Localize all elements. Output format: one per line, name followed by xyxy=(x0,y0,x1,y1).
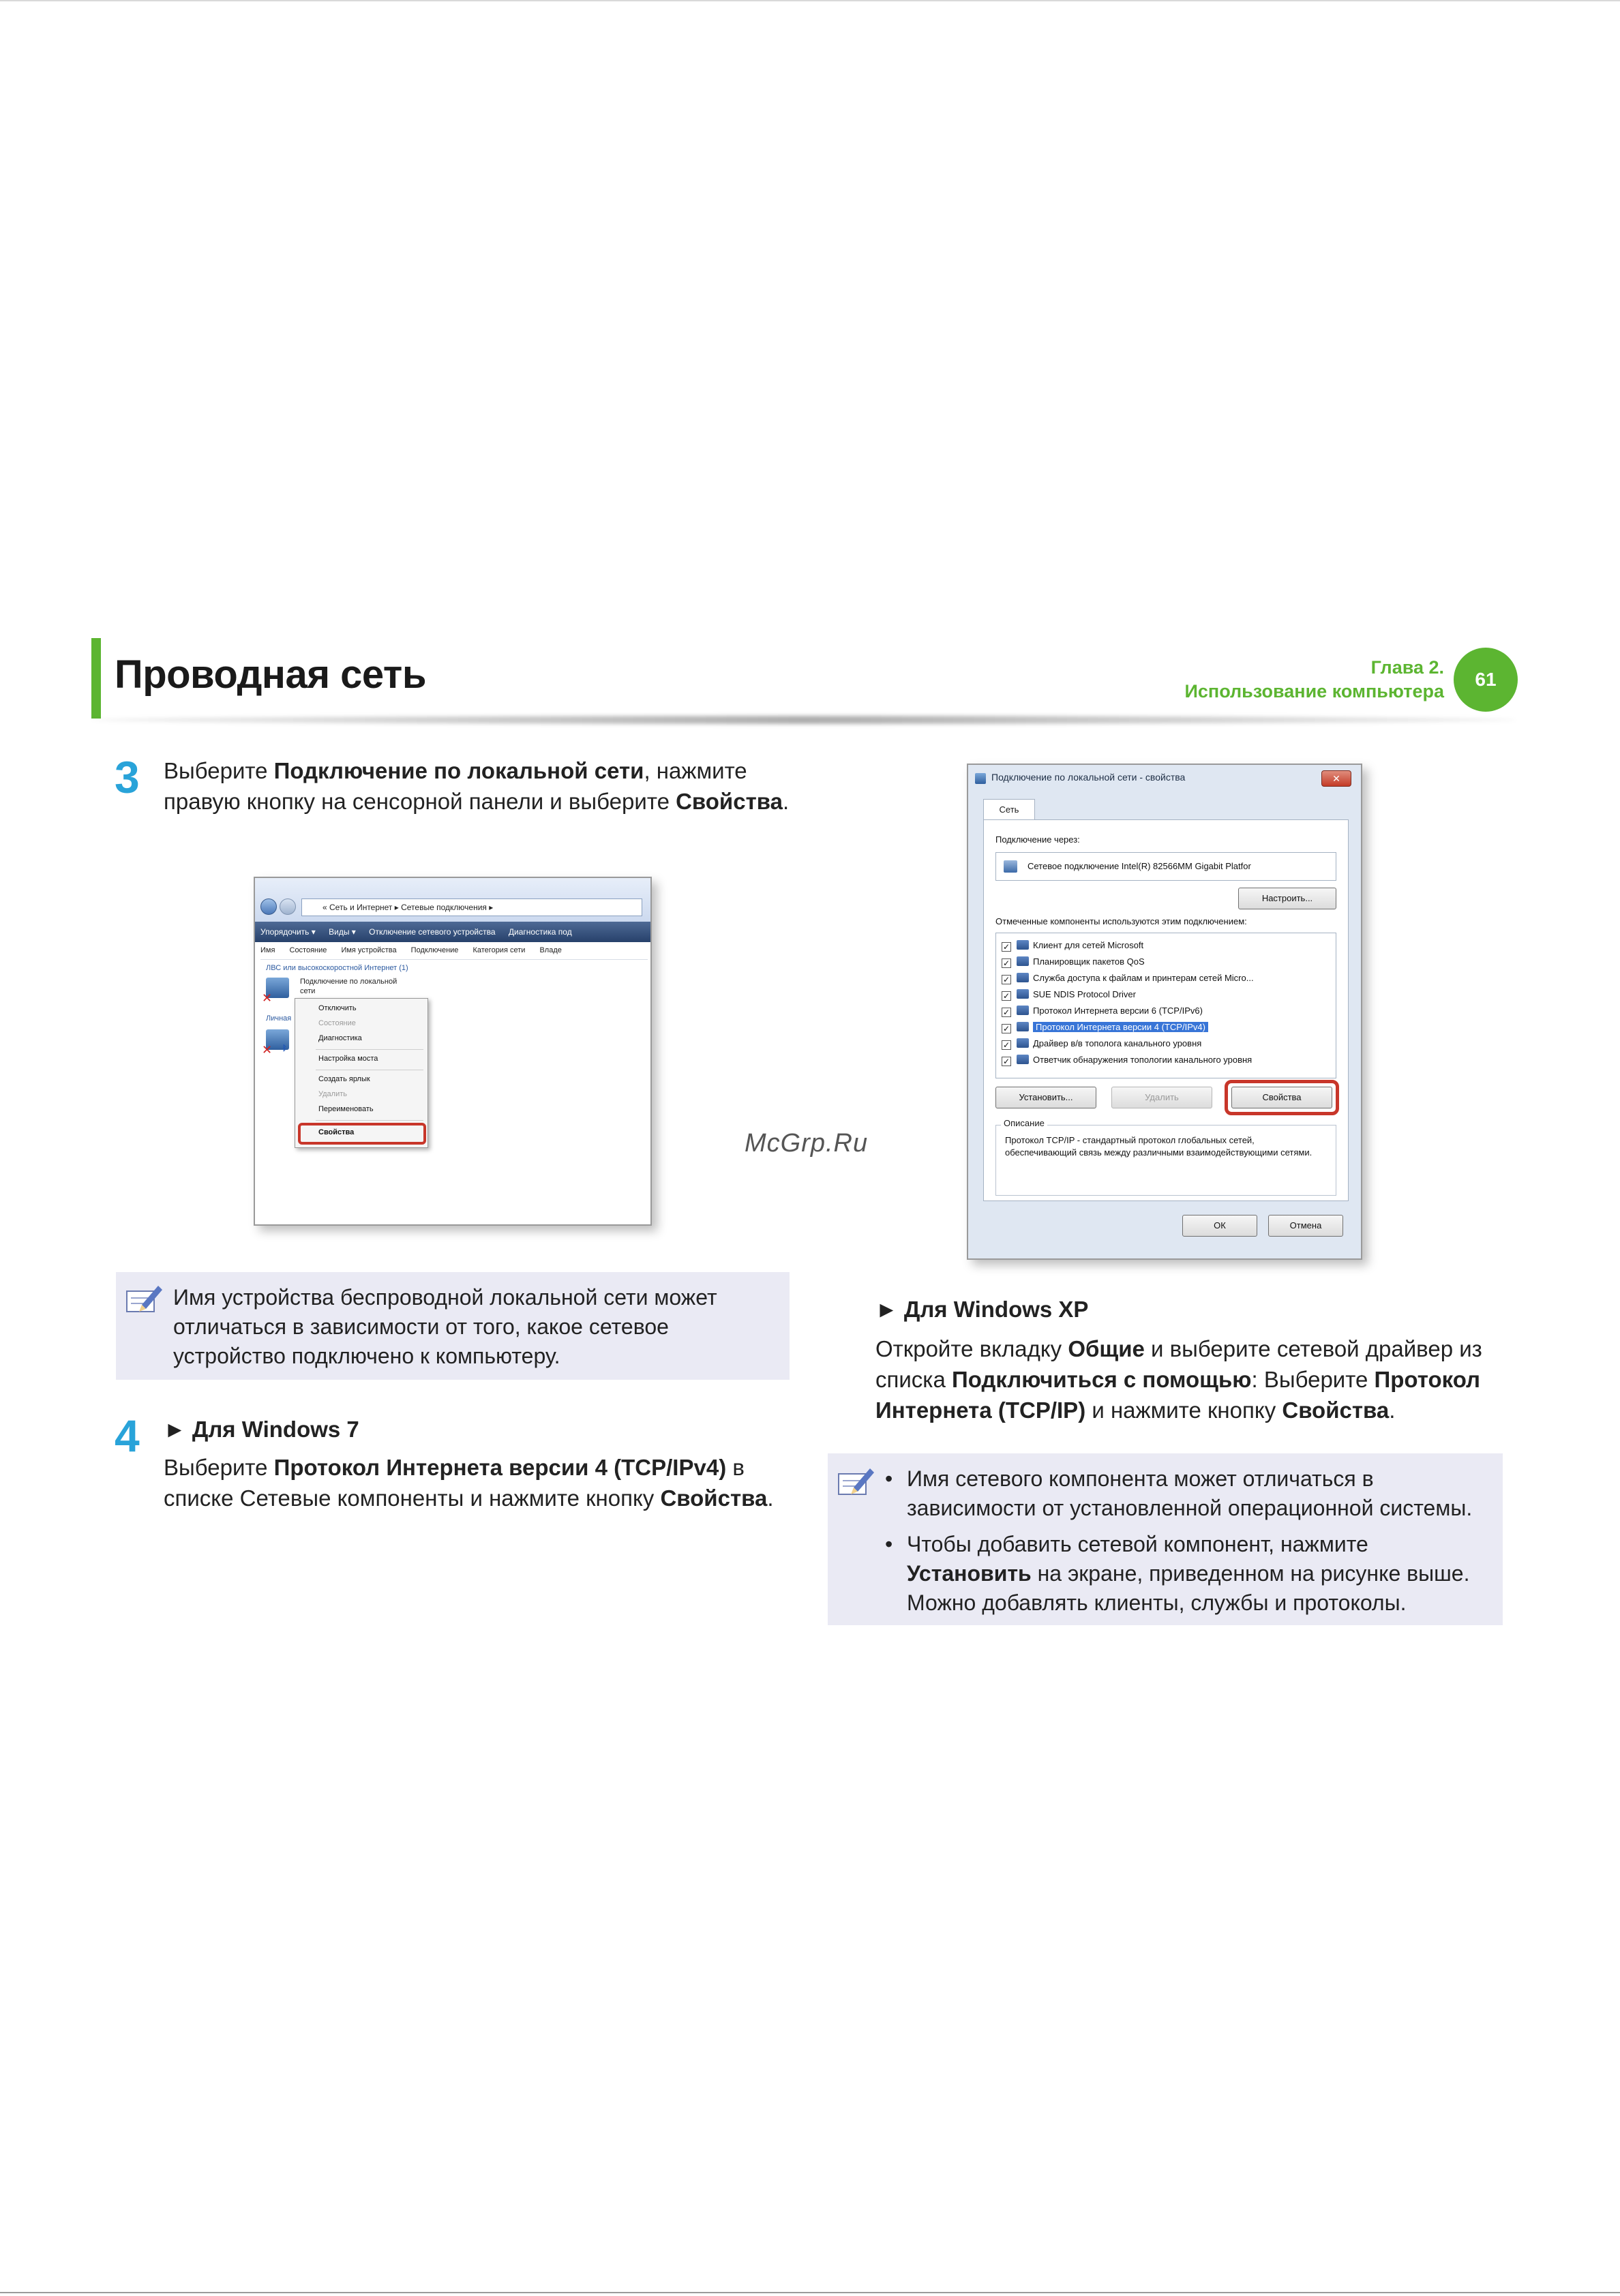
menu-create-shortcut[interactable]: Создать ярлык xyxy=(318,1075,370,1083)
xp-bold-connect-using: Подключиться с помощью xyxy=(952,1367,1252,1392)
title-accent-bar xyxy=(91,638,101,719)
step-3-text xyxy=(164,755,791,817)
top-rule xyxy=(0,0,1620,1)
connection-item-name[interactable]: Подключение по локальной xyxy=(300,978,397,986)
disable-device-button[interactable]: Отключение сетевого устройства xyxy=(369,927,496,937)
step-3-bold-connection: Подключение по локальной сети xyxy=(273,758,644,783)
tab-network[interactable]: Сеть xyxy=(983,799,1035,821)
cancel-button[interactable]: Отмена xyxy=(1268,1215,1343,1237)
menu-rename[interactable]: Переименовать xyxy=(318,1105,374,1113)
protocol-icon xyxy=(1017,1055,1029,1064)
note-2-item xyxy=(882,1530,1489,1618)
menu-separator xyxy=(316,1049,423,1050)
chapter-number: Глава 2. xyxy=(1370,657,1444,678)
install-button[interactable]: Установить... xyxy=(995,1087,1096,1108)
component-label: Драйвер в/в тополога канального уровня xyxy=(1033,1038,1202,1048)
checkbox-icon[interactable]: ✓ xyxy=(1002,942,1010,952)
properties-highlight xyxy=(298,1123,426,1145)
adapter-field[interactable]: Сетевое подключение Intel(R) 82566MM Gigabit Platfor xyxy=(995,852,1336,881)
components-label: Отмеченные компоненты используются этим подключением: xyxy=(995,916,1247,926)
protocol-icon xyxy=(1017,1038,1029,1048)
connect-via-label: Подключение через: xyxy=(995,834,1080,845)
note-pencil-icon xyxy=(836,1464,877,1500)
properties-button[interactable]: Свойства xyxy=(1231,1087,1332,1108)
address-bar[interactable]: « Сеть и Интернет ▸ Сетевые подключения ▸ xyxy=(301,898,642,916)
component-label: Ответчик обнаружения топологии канального уровня xyxy=(1033,1055,1252,1065)
organize-button[interactable]: Упорядочить ▾ xyxy=(260,927,316,937)
dialog-title: Подключение по локальной сети - свойства xyxy=(991,772,1186,783)
description-text: Протокол TCP/IP - стандартный протокол глобальных сетей, обеспечивающий связь между различными взаимодействующими сетями. xyxy=(1005,1135,1312,1158)
menu-disable[interactable]: Отключить xyxy=(318,1004,357,1012)
windows-7-heading: ► Для Windows 7 xyxy=(164,1417,359,1442)
column-owner[interactable]: Владе xyxy=(539,946,562,954)
component-label-selected: Протокол Интернета версии 4 (TCP/IPv4) xyxy=(1033,1022,1208,1032)
note-2-text-part: Чтобы добавить сетевой компонент, нажмите xyxy=(907,1532,1368,1556)
step-3-number: 3 xyxy=(115,752,140,802)
checkbox-icon[interactable]: ✓ xyxy=(1002,1040,1010,1050)
step-4-bold-ipv4: Протокол Интернета версии 4 (TCP/IPv4) xyxy=(273,1455,727,1480)
note-1-text: Имя устройства беспроводной локальной сети может отличаться в зависимости от того, какое сетевое устройство подключено к компьютеру. xyxy=(173,1285,717,1368)
note-2-bold-install: Установить xyxy=(907,1561,1032,1586)
step-4-number: 4 xyxy=(115,1410,140,1461)
properties-button-highlight xyxy=(1225,1080,1339,1115)
xp-text-part: Откройте вкладку xyxy=(875,1336,1068,1361)
step-3-text-part: , нажмите правую кнопку на сенсорной панели и выберите xyxy=(164,758,747,814)
context-menu xyxy=(295,998,428,1148)
component-row[interactable] xyxy=(1002,954,1145,970)
column-device-name[interactable]: Имя устройства xyxy=(341,946,397,954)
step-4-bold-properties: Свойства xyxy=(660,1485,768,1511)
bluetooth-icon: ᛒ xyxy=(282,1044,287,1053)
protocol-icon xyxy=(1017,1006,1029,1015)
column-headers xyxy=(260,946,648,960)
menu-delete: Удалить xyxy=(318,1090,347,1098)
note-2-list xyxy=(882,1464,1489,1625)
column-name[interactable]: Имя xyxy=(260,946,275,954)
component-row-selected[interactable] xyxy=(1002,1019,1208,1036)
note-2-item: • Имя сетевого компонента может отличаться в зависимости от установленной операционной системы. xyxy=(882,1464,1489,1523)
step-3-text-part: . xyxy=(782,789,790,814)
chapter-name: Использование компьютера xyxy=(1184,681,1444,701)
page-number-badge: 61 xyxy=(1454,648,1518,712)
forward-icon[interactable] xyxy=(280,898,296,915)
configure-button[interactable]: Настроить... xyxy=(1238,888,1336,909)
xp-bold-tcpip: Протокол Интернета (TCP/IP) xyxy=(875,1367,1480,1423)
xp-bold-general: Общие xyxy=(1068,1336,1145,1361)
component-label: SUE NDIS Protocol Driver xyxy=(1033,989,1136,999)
bottom-rule xyxy=(0,2292,1620,2293)
close-icon[interactable]: ✕ xyxy=(1321,770,1351,787)
protocol-icon xyxy=(1017,989,1029,999)
group-label: ЛВС или высокоскоростной Интернет (1) xyxy=(266,964,408,972)
diagnose-button[interactable]: Диагностика под xyxy=(508,927,572,937)
remove-button: Удалить xyxy=(1111,1087,1212,1108)
note-2-text-part: на экране, приведенном на рисунке выше. Можно добавлять клиенты, службы и протоколы. xyxy=(907,1561,1470,1615)
component-label: Протокол Интернета версии 6 (TCP/IPv6) xyxy=(1033,1006,1203,1016)
component-label: Клиент для сетей Microsoft xyxy=(1033,940,1144,950)
disconnected-x-icon: ✕ xyxy=(262,991,273,1005)
step-4-text xyxy=(164,1452,798,1513)
component-row[interactable] xyxy=(1002,970,1254,986)
watermark: McGrp.Ru xyxy=(745,1129,869,1158)
note-box-2 xyxy=(828,1453,1503,1625)
step-3-bold-properties: Свойства xyxy=(676,789,783,814)
column-connection[interactable]: Подключение xyxy=(410,946,459,954)
xp-text-part: и нажмите кнопку xyxy=(1085,1398,1282,1423)
lan-properties-dialog xyxy=(967,764,1362,1260)
checkbox-icon[interactable]: ✓ xyxy=(1002,958,1010,968)
service-icon xyxy=(1017,956,1029,966)
component-row[interactable] xyxy=(1002,986,1136,1003)
component-row[interactable] xyxy=(1002,1003,1203,1019)
service-icon xyxy=(1017,973,1029,982)
step-4-text-part: . xyxy=(767,1485,774,1511)
step-4-text-part: Выберите xyxy=(164,1455,274,1480)
component-label: Планировщик пакетов QoS xyxy=(1033,956,1145,967)
adapter-icon xyxy=(1004,860,1017,873)
component-row[interactable] xyxy=(1002,1036,1201,1052)
xp-text-part: : Выберите xyxy=(1251,1367,1375,1392)
disconnected-x-icon-2: ✕ xyxy=(262,1043,273,1057)
column-category[interactable]: Категория сети xyxy=(472,946,526,954)
description-legend: Описание xyxy=(1001,1118,1047,1128)
checkbox-icon[interactable]: ✓ xyxy=(1002,1057,1010,1066)
client-icon xyxy=(1017,940,1029,950)
menu-separator xyxy=(316,1120,423,1121)
connection-item-name-2[interactable]: сети xyxy=(300,987,316,995)
component-row[interactable] xyxy=(1002,937,1143,954)
step-4-text-part: в списке Сетевые компоненты и нажмите кнопку xyxy=(164,1455,745,1511)
checkbox-icon[interactable]: ✓ xyxy=(1002,991,1010,1001)
windows-xp-text xyxy=(875,1333,1510,1425)
menu-status: Состояние xyxy=(318,1019,356,1027)
menu-bridge[interactable]: Настройка моста xyxy=(318,1055,378,1063)
step-3-text-part: Выберите xyxy=(164,758,274,783)
views-button[interactable]: Виды ▾ xyxy=(329,927,356,937)
windows-xp-heading: ► Для Windows XP xyxy=(875,1297,1089,1322)
protocol-icon xyxy=(1017,1022,1029,1031)
component-label: Служба доступа к файлам и принтерам сетей Micro... xyxy=(1033,973,1254,983)
column-status[interactable]: Состояние xyxy=(289,946,327,954)
page-title: Проводная сеть xyxy=(115,652,426,697)
xp-text-part: . xyxy=(1389,1398,1396,1423)
checkbox-icon[interactable]: ✓ xyxy=(1002,975,1010,984)
checkbox-icon[interactable]: ✓ xyxy=(1002,1024,1010,1033)
xp-text-part: и выберите сетевой драйвер из списка xyxy=(875,1336,1482,1392)
checkbox-icon[interactable]: ✓ xyxy=(1002,1008,1010,1017)
back-icon[interactable] xyxy=(260,898,277,915)
ok-button[interactable]: ОК xyxy=(1182,1215,1257,1237)
menu-properties[interactable]: Свойства xyxy=(318,1128,355,1136)
group-label-personal: Личная xyxy=(266,1014,292,1023)
note-pencil-icon xyxy=(124,1282,165,1317)
note-box-1 xyxy=(116,1272,790,1380)
component-row[interactable] xyxy=(1002,1052,1252,1068)
network-icon xyxy=(975,773,986,784)
xp-bold-properties: Свойства xyxy=(1282,1398,1390,1423)
components-list[interactable] xyxy=(995,933,1336,1078)
explorer-toolbar xyxy=(255,922,652,942)
chapter-label xyxy=(1184,656,1444,704)
network-connections-screenshot xyxy=(254,877,652,1226)
header-divider xyxy=(91,716,1516,724)
menu-diagnostics[interactable]: Диагностика xyxy=(318,1034,362,1042)
